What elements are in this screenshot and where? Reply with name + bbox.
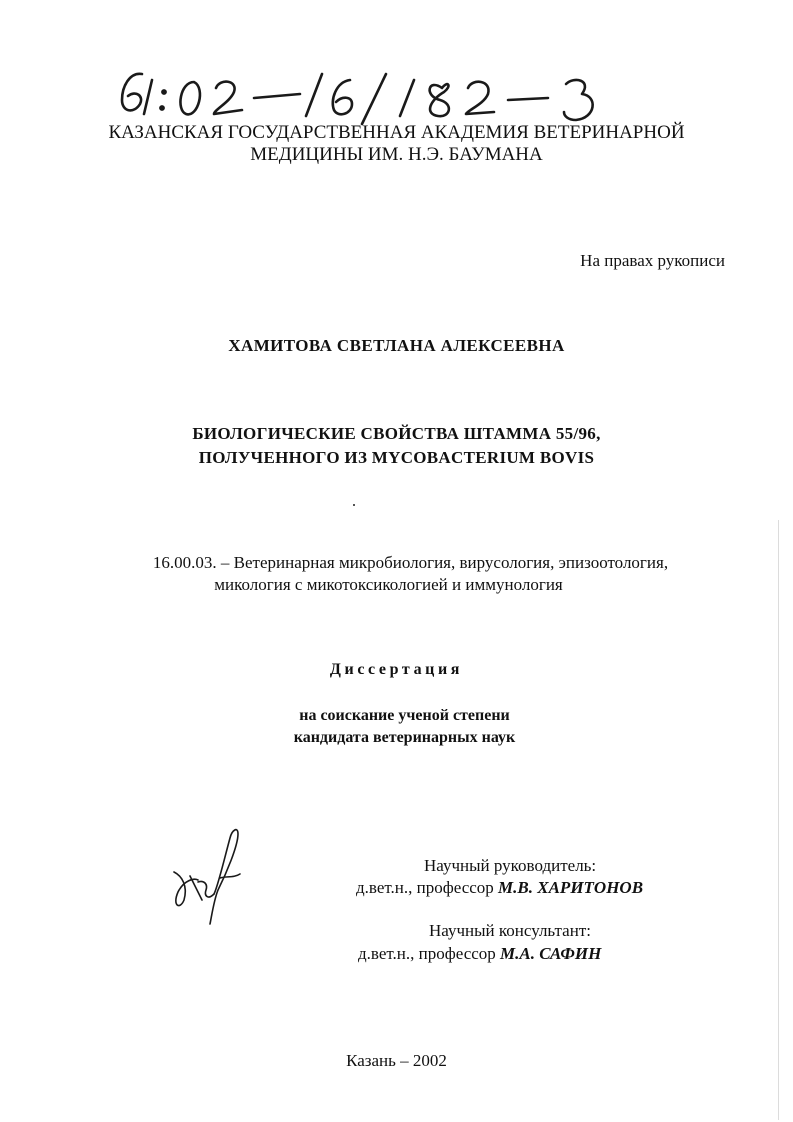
consultant-credentials: д.вет.н., профессор: [358, 944, 501, 963]
degree-line-1: на соискание ученой степени: [299, 707, 510, 724]
scan-edge-line: [778, 520, 779, 1120]
specialty-line-2: микология с микотоксикологией и иммунология: [214, 575, 563, 594]
advisor-name: М.В. ХАРИТОНОВ: [498, 878, 644, 897]
consultant-credentials-line: [358, 944, 601, 964]
advisor-credentials: д.вет.н., профессор: [356, 878, 499, 897]
handwritten-signature: [168, 820, 258, 930]
footer-year: – 2002: [400, 1051, 447, 1070]
advisor-credentials-line: [356, 878, 643, 898]
scan-speck: [353, 504, 355, 506]
institution-line-1: КАЗАНСКАЯ ГОСУДАРСТВЕННАЯ АКАДЕМИЯ ВЕТЕРИНАРНОЙ: [108, 122, 685, 143]
footer-city-year: [0, 1051, 793, 1071]
specialty-line-1: 16.00.03. – Ветеринарная микробиология, вирусология, эпизоотология,: [152, 553, 669, 572]
handwritten-archive-number: [0, 0, 793, 140]
document-type: Диссертация: [329, 661, 464, 678]
institution-line-2: МЕДИЦИНЫ ИМ. Н.Э. БАУМАНА: [250, 144, 543, 165]
degree-line-2: кандидата ветеринарных наук: [293, 729, 516, 746]
author-name: ХАМИТОВА СВЕТЛАНА АЛЕКСЕЕВНА: [228, 336, 565, 355]
footer-city: Казань: [346, 1051, 396, 1070]
consultant-label: Научный консультант:: [429, 921, 591, 940]
manuscript-note: На правах рукописи: [580, 251, 725, 270]
advisor-label: Научный руководитель:: [424, 856, 597, 875]
thesis-title-line-1: БИОЛОГИЧЕСКИЕ СВОЙСТВА ШТАММА 55/96,: [192, 424, 601, 443]
thesis-title-line-2: ПОЛУЧЕННОГО ИЗ MYCOBACTERIUM BOVIS: [198, 448, 595, 467]
consultant-name: М.А. САФИН: [500, 944, 602, 963]
